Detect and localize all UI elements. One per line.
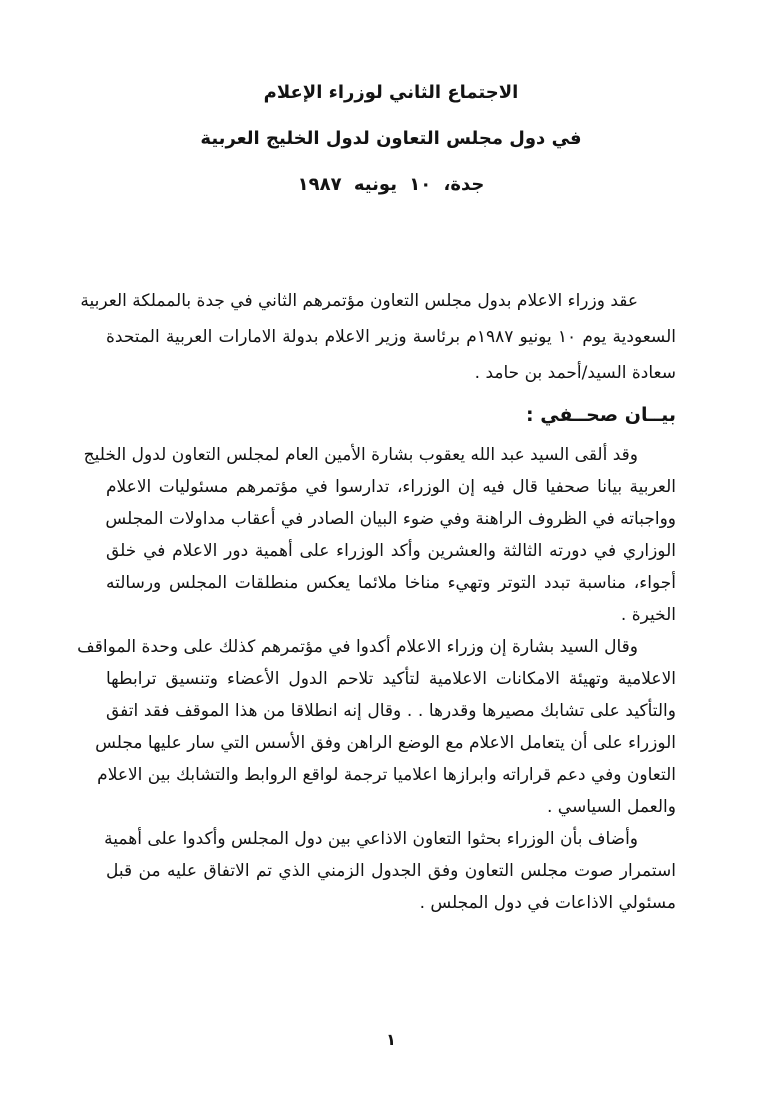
paragraph-line: سعادة السيد/أحمد بن حامد . [474, 363, 676, 383]
paragraph-line: وواجباته في الظروف الراهنة وفي ضوء البيان الصادر في أعقاب مداولات المجلس [105, 509, 676, 529]
paragraph-line: أجواء، مناسبة تبدد التوتر وتهيء مناخا ملائما يعكس منطلقات المجلس ورسالته [106, 573, 676, 593]
paragraph-line: التعاون وفي دعم قراراته وابرازها اعلاميا ترجمة لواقع الروابط والتشابك بين الاعلام [97, 765, 676, 785]
paragraph-line: وقال السيد بشارة إن وزراء الاعلام أكدوا في مؤتمرهم كذلك على وحدة المواقف [77, 637, 638, 657]
page-footer [0, 1026, 782, 1054]
press-statement-heading: بيــان صحــفي : [526, 404, 676, 426]
paragraph-line: الوزاري في دورته الثالثة والعشرين وأكد الوزراء على أهمية دور الاعلام في خلق [106, 541, 676, 561]
page-number: ١ [386, 1030, 396, 1049]
paragraph-line: العربية بيانا صحفيا قال فيه إن الوزراء، تدارسوا في مؤتمرهم مسئوليات الاعلام [106, 477, 676, 497]
document-body [77, 283, 676, 919]
paragraph-opening [80, 283, 676, 391]
document-title-line-1: الاجتماع الثاني لوزراء الإعلام [263, 82, 519, 103]
paragraph-statement-1 [83, 439, 676, 631]
paragraph-line: مسئولي الاذاعات في دول المجلس . [419, 893, 676, 913]
document-title-line-2: في دول مجلس التعاون لدول الخليج العربية [200, 128, 582, 149]
paragraph-line: الخيرة . [620, 605, 676, 625]
document-title [0, 70, 782, 208]
paragraph-line: والتأكيد على تشابك مصيرها وقدرها . . وقال إنه انطلاقا من هذا الموقف فقد اتفق [106, 701, 676, 721]
paragraph-line: استمرار صوت مجلس التعاون وفق الجدول الزمني الذي تم الاتفاق عليه من قبل [106, 861, 676, 881]
paragraph-line: الوزراء على أن يتعامل الاعلام مع الوضع الراهن وفق الأسس التي سار عليها مجلس [95, 733, 676, 753]
paragraph-line: الاعلامية وتهيئة الامكانات الاعلامية لتأكيد تلاحم الدول الأعضاء وتنسيق ترابطها [106, 669, 676, 689]
paragraph-line: والعمل السياسي . [546, 797, 676, 817]
paragraph-line: السعودية يوم ١٠ يونيو ١٩٨٧م برئاسة وزير الاعلام بدولة الامارات العربية المتحدة [106, 327, 676, 347]
paragraph-line: وقد ألقى السيد عبد الله يعقوب بشارة الأمين العام لمجلس التعاون لدول الخليج [83, 445, 638, 465]
document-date-line: جدة، ١٠ يونيه ١٩٨٧ [297, 174, 485, 195]
paragraph-line: وأضاف بأن الوزراء بحثوا التعاون الاذاعي بين دول المجلس وأكدوا على أهمية [104, 829, 638, 849]
paragraph-line: عقد وزراء الاعلام بدول مجلس التعاون مؤتمرهم الثاني في جدة بالمملكة العربية [80, 291, 638, 311]
paragraph-statement-2 [77, 631, 676, 823]
paragraph-statement-3 [106, 823, 676, 919]
